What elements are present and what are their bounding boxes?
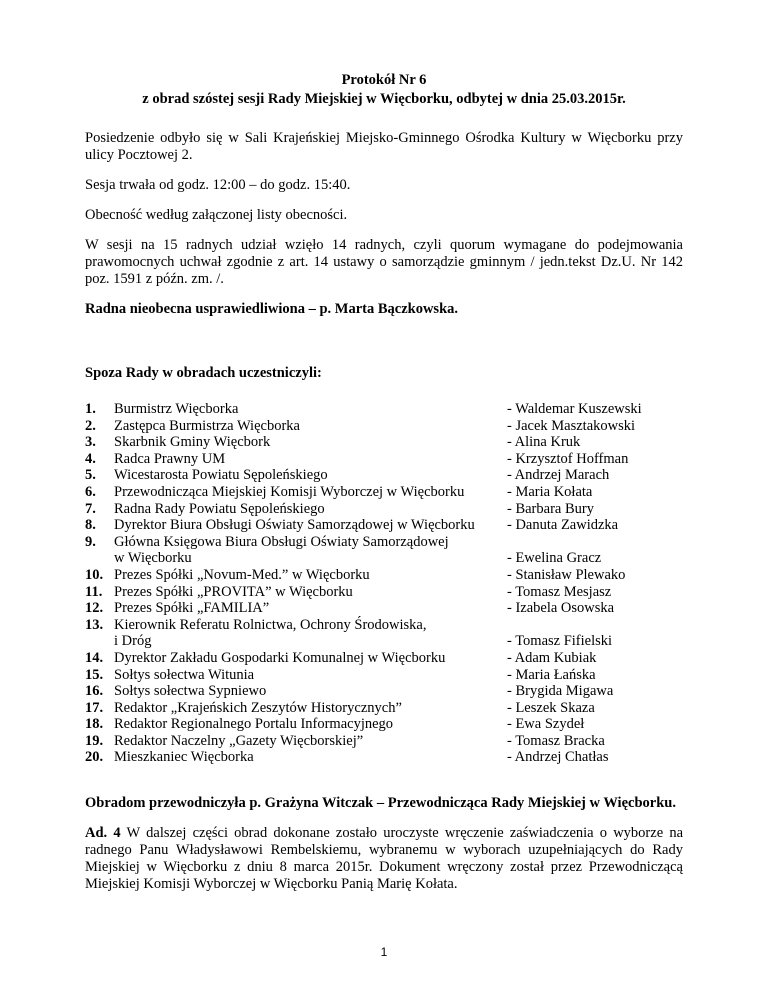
guest-role: [114, 584, 507, 601]
guest-name: - Tomasz Mesjasz: [507, 583, 612, 600]
guest-role-line: Redaktor „Krajeńskich Zeszytów Historycznych”: [114, 699, 402, 716]
guest-name: - Barbara Bury: [507, 500, 594, 517]
guest-role-line: Kierownik Referatu Rolnictwa, Ochrony Środowiska,: [114, 616, 427, 633]
agenda-item-4: [85, 825, 683, 893]
guest-row: [85, 683, 683, 700]
guest-role-line: Radna Rady Powiatu Sępoleńskiego: [114, 500, 325, 517]
guest-role: [114, 534, 507, 567]
guest-number: 20.: [85, 749, 104, 766]
guest-row: [85, 534, 683, 567]
guest-role: [114, 567, 507, 584]
guest-name: - Krzysztof Hoffman: [507, 450, 629, 467]
guest-name: - Adam Kubiak: [507, 649, 597, 666]
guest-row: [85, 700, 683, 717]
guest-row: [85, 567, 683, 584]
guest-role-line: Mieszkaniec Więcborka: [114, 749, 254, 766]
guest-role: [114, 600, 507, 617]
guest-role: [114, 517, 507, 534]
guest-name: - Jacek Masztakowski: [507, 417, 636, 434]
guest-name: - Danuta Zawidzka: [507, 517, 619, 534]
guest-role-line: Sołtys sołectwa Witunia: [114, 666, 255, 683]
guest-row: [85, 716, 683, 733]
guest-row: [85, 650, 683, 667]
guest-name: - Leszek Skaza: [507, 699, 595, 716]
guest-name: - Stanisław Plewako: [507, 566, 626, 583]
title-line-1: Protokół Nr 6: [341, 72, 427, 88]
guest-name: - Maria Kołata: [507, 483, 593, 500]
document-page: [85, 72, 683, 893]
guest-role: [114, 401, 507, 418]
guest-number: 5.: [85, 467, 96, 484]
session-duration: Sesja trwała od godz. 12:00 – do godz. 15:40.: [85, 177, 351, 193]
guest-role: [114, 700, 507, 717]
guest-role-line: Prezes Spółki „FAMILIA”: [114, 600, 270, 617]
guest-row: [85, 749, 683, 766]
meeting-location: Posiedzenie odbyło się w Sali Krajeńskiej Miejsko-Gminnego Ośrodka Kultury w Więcborku przy ulicy Pocztowej 2.: [85, 130, 683, 163]
guest-role-line: Radca Prawny UM: [114, 450, 226, 467]
absent-councillor: Radna nieobecna usprawiedliwiona – p. Marta Bączkowska.: [85, 301, 459, 317]
guest-role-line: Dyrektor Zakładu Gospodarki Komunalnej w Więcborku: [114, 649, 446, 666]
title-line-2: z obrad szóstej sesji Rady Miejskiej w Więcborku, odbytej w dnia 25.03.2015r.: [142, 91, 626, 107]
guest-role-line: Prezes Spółki „Novum-Med.” w Więcborku: [114, 566, 370, 583]
guest-name: - Alina Kruk: [507, 434, 581, 451]
guest-name: - Waldemar Kuszewski: [507, 401, 642, 417]
guest-number: 6.: [85, 483, 96, 500]
guest-row: [85, 600, 683, 617]
guest-row: [85, 517, 683, 534]
guest-number: 8.: [85, 517, 96, 534]
guest-role-line: Zastępca Burmistrza Więcborka: [114, 417, 300, 434]
guest-number: 13.: [85, 616, 104, 633]
guest-role-line: Redaktor Naczelny „Gazety Więcborskiej”: [114, 732, 364, 749]
guest-role: [114, 467, 507, 484]
page-number: 1: [380, 945, 388, 959]
guest-role: [114, 484, 507, 501]
guest-row: [85, 733, 683, 750]
guest-name: - Brygida Migawa: [507, 683, 614, 700]
guest-row: [85, 667, 683, 684]
guest-row: [85, 584, 683, 601]
guest-role-line: Skarbnik Gminy Więcbork: [114, 434, 271, 451]
quorum-note: W sesji na 15 radnych udział wzięło 14 radnych, czyli quorum wymagane do podejmowania prawomocnych uchwał zgodnie z art. 14 ustawy o samorządzie gminnym / jedn.tekst Dz.U. Nr 142 poz. 1591 z późn. zm. /.: [85, 237, 683, 287]
guest-role-line: Redaktor Regionalnego Portalu Informacyjnego: [114, 716, 394, 733]
guest-name: - Izabela Osowska: [507, 600, 615, 617]
guest-row: [85, 451, 683, 468]
guest-row: [85, 401, 683, 418]
guest-role-line: Przewodnicząca Miejskiej Komisji Wyborczej w Więcborku: [114, 483, 465, 500]
guest-number: 15.: [85, 666, 104, 683]
guest-role: [114, 434, 507, 451]
guests-heading: Spoza Rady w obradach uczestniczyli:: [85, 365, 322, 381]
guest-row: [85, 418, 683, 435]
guest-name: - Andrzej Chatłas: [507, 749, 609, 766]
guest-role: [114, 451, 507, 468]
guest-role: [114, 716, 507, 733]
guest-number: 19.: [85, 732, 104, 749]
guest-number: 10.: [85, 566, 104, 583]
guest-role: [114, 667, 507, 684]
guest-role: [114, 749, 507, 766]
agenda-item-4-label: Ad. 4: [85, 825, 121, 842]
guest-role-line: Wicestarosta Powiatu Sępoleńskiego: [114, 467, 328, 484]
guest-name: - Tomasz Fifielski: [507, 633, 613, 650]
guest-number: 2.: [85, 417, 96, 434]
guest-name: - Tomasz Bracka: [507, 732, 605, 749]
guest-number: 12.: [85, 600, 104, 617]
guest-role: [114, 418, 507, 435]
guest-role: [114, 501, 507, 518]
guest-row: [85, 617, 683, 650]
guest-number: 4.: [85, 450, 96, 467]
attendance-note: Obecność według załączonej listy obecności.: [85, 207, 348, 223]
guest-role: [114, 683, 507, 700]
guest-name: - Maria Łańska: [507, 666, 596, 683]
guest-name: - Ewa Szydeł: [507, 716, 585, 733]
guest-number: 3.: [85, 434, 96, 451]
agenda-item-4-text: W dalszej części obrad dokonane zostało uroczyste wręczenie zaświadczenia o wyborze na radnego Panu Władysławowi Rembelskiemu, wybranemu w wyborach uzupełniających do Rady Miejskiej w Więcborku z dniu 8 marca 2015r. Dokument wręczony został przez Przewodniczącą Miejskiej Komisji Wyborczej w Więcborku Panią Marię Kołata.: [85, 825, 684, 893]
guest-row: [85, 434, 683, 451]
guest-role-line-2: i Dróg: [114, 633, 152, 650]
guest-role-line: Burmistrz Więcborka: [114, 401, 239, 417]
guests-table: [85, 401, 683, 766]
guest-row: [85, 467, 683, 484]
guest-row: [85, 501, 683, 518]
guest-role-line: Prezes Spółki „PROVITA” w Więcborku: [114, 583, 353, 600]
guest-role-line: Główna Księgowa Biura Obsługi Oświaty Samorządowej: [114, 533, 449, 550]
protocol-title: [85, 72, 683, 108]
guest-role: [114, 617, 507, 650]
guest-role-line: Sołtys sołectwa Sypniewo: [114, 683, 267, 700]
guest-number: 7.: [85, 500, 96, 517]
guest-number: 17.: [85, 699, 104, 716]
guest-number: 18.: [85, 716, 104, 733]
guest-role-line: Dyrektor Biura Obsługi Oświaty Samorządowej w Więcborku: [114, 517, 475, 534]
guest-number: 16.: [85, 683, 104, 700]
guest-number: 11.: [85, 583, 103, 600]
guest-role-line-2: w Więcborku: [114, 550, 192, 567]
guest-name: - Andrzej Marach: [507, 467, 610, 484]
guest-role: [114, 733, 507, 750]
guest-row: [85, 484, 683, 501]
guest-name: - Ewelina Gracz: [507, 550, 602, 567]
guest-role: [114, 650, 507, 667]
guest-number: 14.: [85, 649, 104, 666]
chair-note: Obradom przewodniczyła p. Grażyna Witczak – Przewodnicząca Rady Miejskiej w Więcborku.: [85, 795, 676, 812]
guest-number: 9.: [85, 533, 96, 550]
guest-number: 1.: [85, 401, 96, 417]
